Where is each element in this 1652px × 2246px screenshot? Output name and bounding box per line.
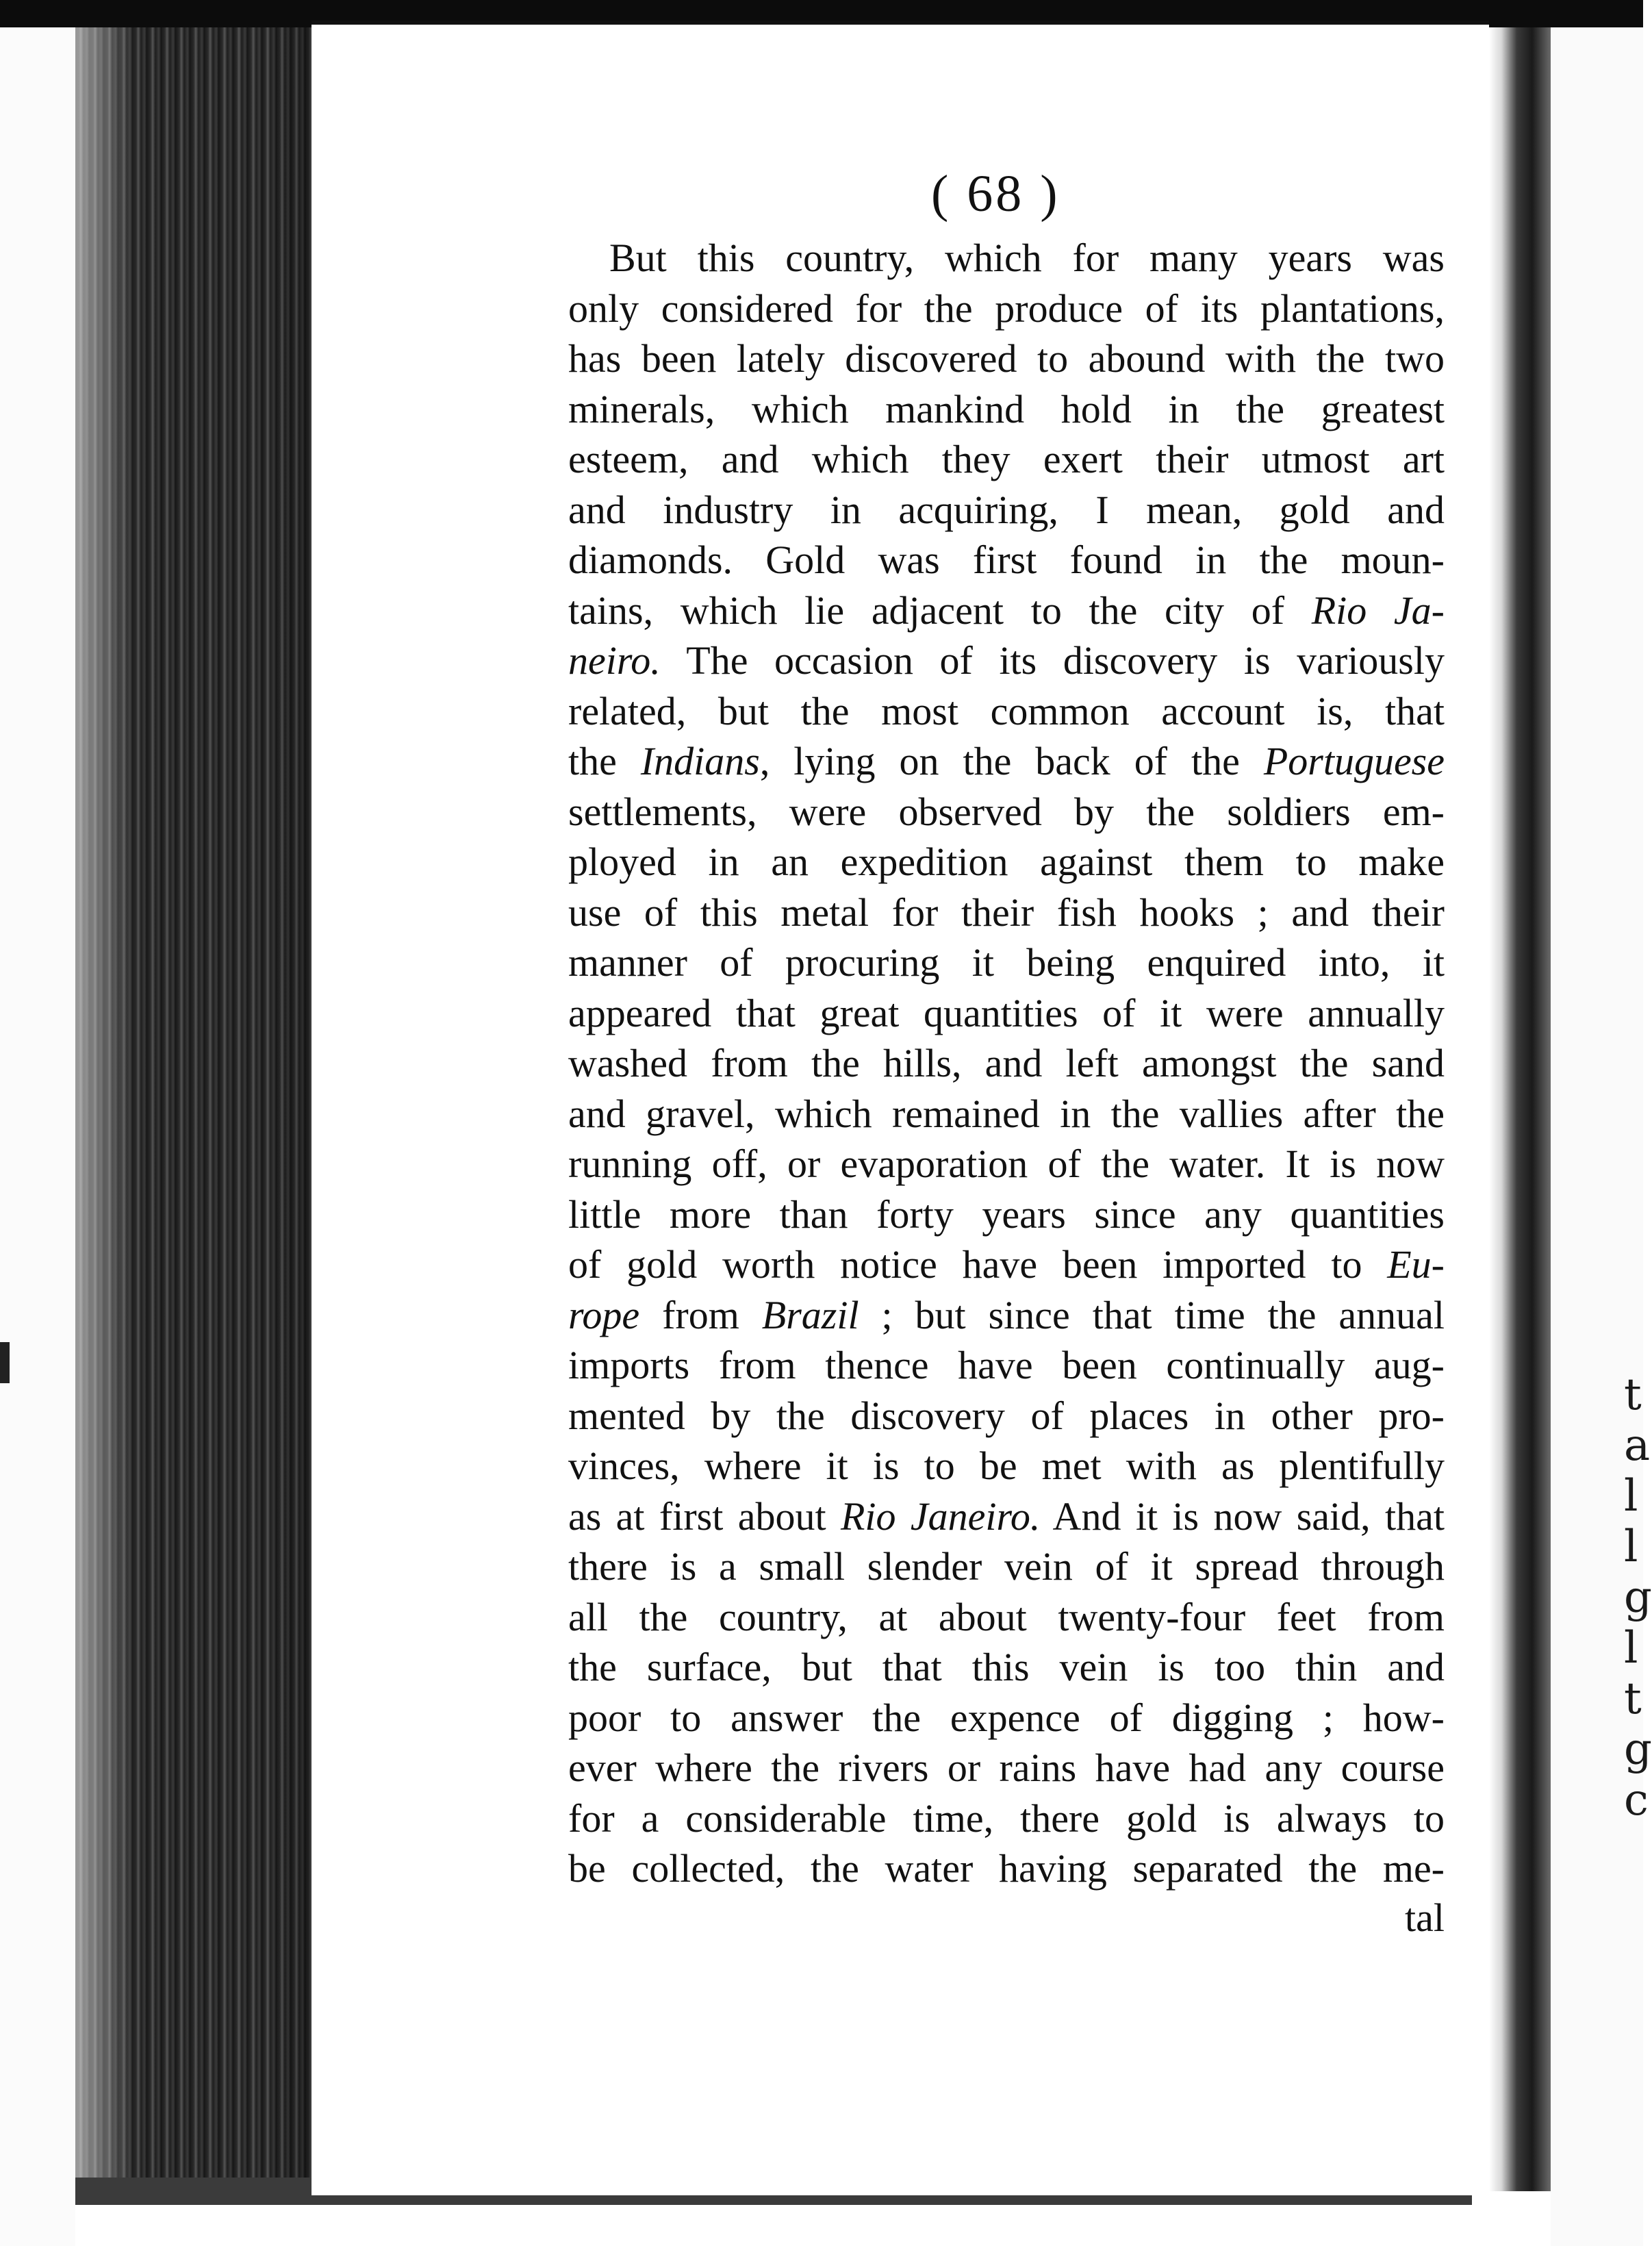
text-line xyxy=(568,1038,1445,1089)
text-line xyxy=(568,787,1445,837)
scan-mark xyxy=(0,1342,10,1383)
left-margin xyxy=(0,0,75,2246)
text-line xyxy=(568,1592,1445,1643)
text-run: be collected, the water having separated the me- xyxy=(568,1846,1445,1891)
italic-text: Rio Ja- xyxy=(1311,588,1445,633)
text-run: ever where the rivers or rains have had any course xyxy=(568,1745,1445,1790)
text-run: And it is now said, that xyxy=(1040,1493,1445,1539)
text-line xyxy=(568,1441,1445,1491)
text-run: ; but since that time the annual xyxy=(859,1292,1445,1337)
text-run: and industry in acquiring, I mean, gold and xyxy=(568,487,1445,532)
text-run: the xyxy=(568,739,641,783)
text-line xyxy=(568,1189,1445,1240)
text-run: appeared that great quantities of it were annually xyxy=(568,990,1445,1035)
text-line xyxy=(568,485,1445,535)
facing-page xyxy=(1551,27,1652,2246)
text-run: ployed in an expedition against them to make xyxy=(568,840,1445,884)
text-run: related, but the most common account is, that xyxy=(568,688,1445,733)
catchword-block xyxy=(568,1893,1445,1943)
text-run: diamonds. Gold was first found in the moun- xyxy=(568,538,1445,582)
italic-text: Rio Janeiro. xyxy=(840,1493,1041,1539)
text-run: manner of procuring it being enquired into, it xyxy=(568,940,1445,985)
text-line xyxy=(568,434,1445,485)
text-run: esteem, and which they exert their utmost art xyxy=(568,437,1445,481)
text-line xyxy=(568,384,1445,435)
text-run: has been lately discovered to abound with the two xyxy=(568,336,1445,381)
text-line xyxy=(568,988,1445,1039)
italic-text: Indians xyxy=(640,739,760,783)
text-run: poor to answer the expence of digging ; how- xyxy=(568,1695,1445,1740)
text-run: settlements, were observed by the soldiers em- xyxy=(568,789,1445,834)
facing-page-letter: t xyxy=(1624,1674,1642,1724)
text-run: the surface, but that this vein is too thin and xyxy=(568,1645,1445,1689)
text-run: use of this metal for their fish hooks ; and their xyxy=(568,889,1445,935)
text-line xyxy=(568,686,1445,737)
text-line xyxy=(568,1541,1445,1592)
facing-page-letter: l xyxy=(1624,1471,1638,1522)
text-run: of gold worth notice have been imported to xyxy=(568,1242,1388,1287)
text-run: little more than forty years since any quantities xyxy=(568,1191,1445,1237)
text-line xyxy=(568,283,1445,334)
text-run: from xyxy=(639,1292,762,1337)
italic-text: neiro. xyxy=(568,638,661,683)
text-run: But this country, which for many years was xyxy=(609,236,1445,280)
text-run: , lying on the back of the xyxy=(759,739,1264,783)
text-run: for a considerable time, there gold is always to xyxy=(568,1795,1445,1841)
text-run: vinces, where it is to be met with as plentifully xyxy=(568,1443,1445,1488)
facing-page-letter: g xyxy=(1624,1724,1652,1775)
text-line xyxy=(568,1693,1445,1743)
facing-page-letter: l xyxy=(1624,1522,1638,1572)
body-text xyxy=(568,233,1445,1894)
text-run: only considered for the produce of its plantations, xyxy=(568,286,1445,331)
text-run: as at first about xyxy=(568,1493,841,1539)
text-line xyxy=(568,1089,1445,1139)
book-page-edges-shading xyxy=(75,0,315,2205)
text-line xyxy=(568,585,1445,636)
text-run: The occasion of its discovery is variously xyxy=(660,638,1445,683)
text-line xyxy=(568,635,1445,686)
facing-page-letter: a xyxy=(1624,1420,1651,1471)
text-run: minerals, which mankind hold in the greatest xyxy=(568,386,1445,431)
text-line xyxy=(568,1239,1445,1290)
text-line xyxy=(568,333,1445,384)
text-line xyxy=(568,887,1445,938)
text-run: mented by the discovery of places in other pro- xyxy=(568,1393,1445,1438)
text-line xyxy=(568,1491,1445,1542)
facing-page-letter: l xyxy=(1624,1623,1638,1674)
text-line xyxy=(568,1290,1445,1341)
italic-text: rope xyxy=(568,1292,640,1337)
text-line xyxy=(568,1642,1445,1693)
text-line xyxy=(568,1139,1445,1189)
text-run: there is a small slender vein of it spread through xyxy=(568,1544,1445,1589)
text-run: and gravel, which remained in the vallies after the xyxy=(568,1091,1445,1136)
text-run: tains, which lie adjacent to the city of xyxy=(568,588,1312,633)
text-line xyxy=(568,233,1445,283)
text-line xyxy=(568,1743,1445,1793)
text-line xyxy=(568,535,1445,585)
facing-page-text-fragments xyxy=(1624,1370,1652,1863)
catchword: tal xyxy=(1405,1895,1445,1940)
text-line xyxy=(568,937,1445,988)
italic-text: Eu- xyxy=(1387,1242,1445,1287)
text-run: all the country, at about twenty-four feet from xyxy=(568,1594,1445,1639)
text-run: running off, or evaporation of the water. It is now xyxy=(568,1141,1445,1186)
facing-page-letter: g xyxy=(1624,1572,1652,1623)
text-line xyxy=(568,1793,1445,1844)
text-line xyxy=(568,837,1445,887)
text-run: imports from thence have been continually aug- xyxy=(568,1343,1445,1387)
italic-text: Brazil xyxy=(761,1292,859,1337)
text-line xyxy=(568,1340,1445,1391)
text-line xyxy=(568,1843,1445,1894)
italic-text: Portuguese xyxy=(1263,739,1445,783)
text-line xyxy=(568,1391,1445,1441)
page-number: ( 68 ) xyxy=(931,165,1060,223)
text-line xyxy=(568,736,1445,787)
facing-page-letter: t xyxy=(1624,1370,1642,1420)
facing-page-letter: c xyxy=(1624,1775,1649,1826)
book-spine-shadow xyxy=(1489,27,1551,2191)
text-run: washed from the hills, and left amongst the sand xyxy=(568,1041,1445,1085)
